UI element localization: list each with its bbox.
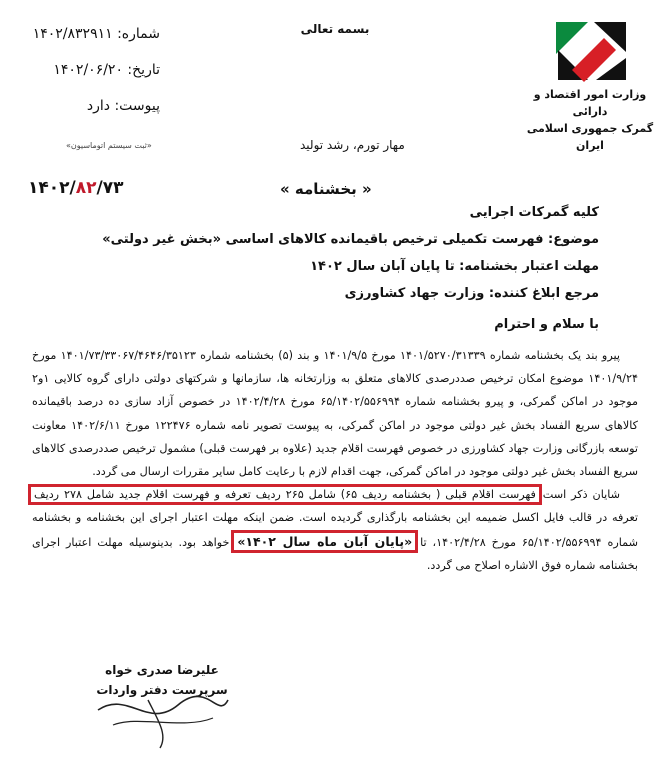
number-label: شماره: — [117, 26, 160, 42]
paragraph-1-text: پیرو بند یک بخشنامه شماره ۱۴۰۱/۵۲۷۰/۳۱۳۳۹ مورخ ۱۴۰۱/۹/۵ و بند (۵) بخشنامه شماره ۱۴۰۱/۷۳/۳۳۰۶۷/۴۶۴۶/۳۵۱۲۳ مورخ ۱۴۰۱/۹/۲۴ موضوع امکان ترخیص صددرصدی کالاهای متعلق به وزارتخانه ها، سازمانها و شرکتهای دولتی دارای گروه کالایی ۱و۲ موجود در اماکن گمرکی، و پیرو بخشنامه شماره ۶۵/۱۴۰۲/۵۵۶۹۹۴ مورخ ۱۴۰۲/۴/۲۸ در خصوص آزاد سازی ده درصد باقیمانده کالاهای سریع الفساد بخش غیر دولتی موجود در اماکن گمرکی، به پیوست تصویر نامه شماره ۱۲۲۴۷۶ مورخ ۱۴۰۲/۶/۱۱ معاونت توسعه بازرگانی وزارت جهاد کشاورزی در خصوص فهرست اقلام جدید (علاوه بر فهرست قبلی) مشمول ترخیص صددرصدی کالاهای سریع الفساد بخش غیر دولتی موجود در اماکن گمرکی، جهت اقدام لازم با رعایت کامل سایر مقررات ارسال می گردد. — [32, 349, 639, 479]
recipients: کلیه گمرکات اجرایی — [469, 205, 599, 220]
circular-number-part3: /۷۳ — [96, 178, 124, 198]
ministry-line2: گمرک جمهوری اسلامی ایران — [526, 122, 654, 152]
bismillah: بسمه تعالی — [300, 22, 370, 36]
paragraph-2-end: خواهد بود. بدینوسیله مهلت اعتبار اجرای بخشنامه شماره فوق الاشاره اصلاح می گردد. — [32, 535, 638, 572]
ministry-name — [520, 86, 660, 154]
signatory-position: سرپرست دفتر واردات — [96, 683, 228, 697]
attachment-value: دارد — [86, 98, 110, 114]
paragraph-1 — [32, 344, 638, 483]
circular-number-part2: ۸۲ — [75, 178, 97, 198]
slogan: مهار تورم، رشد تولید — [300, 138, 405, 152]
date-label: تاریخ: — [127, 62, 160, 78]
paragraph-2-middle: تعرفه در قالب فایل اکسل ضمیمه این بخشنامه بارگذاری گردیده است. ضمن اینکه مهلت اعتبار اجرای این بخشنامه و بخشنامه شماره ۶۵/۱۴۰۲/۵۵۶۹۹۴ مورخ ۱۴۰۲/۴/۲۸، تا — [32, 511, 638, 549]
highlight-item-count: فهرست اقلام قبلی ( بخشنامه ردیف ۶۵) شامل ۲۶۵ ردیف تعرفه و فهرست اقلام جدید شامل ۲۷۸ ردیف — [34, 488, 536, 502]
number-value: ۱۴۰۲/۸۳۲۹۱۱ — [32, 26, 113, 42]
ministry-line1: وزارت امور اقتصاد و دارائی — [533, 88, 647, 118]
handwritten-signature — [88, 680, 238, 750]
attachment-label: پیوست: — [114, 98, 160, 114]
signatory-name: علیرضا صدری خواه — [105, 663, 219, 677]
circular-number — [28, 178, 123, 198]
paragraph-2 — [32, 483, 638, 577]
date-value: ۱۴۰۲/۰۶/۲۰ — [53, 62, 123, 78]
letter-date — [40, 62, 160, 78]
body-text — [32, 344, 638, 577]
automation-note: «ثبت سیستم اتوماسیون» — [66, 141, 152, 150]
subject: موضوع: فهرست تکمیلی ترخیص باقیمانده کالاهای اساسی «بخش غیر دولتی» — [102, 232, 599, 247]
greeting: با سلام و احترام — [494, 317, 599, 332]
reference: مرجع ابلاغ کننده: وزارت جهاد کشاورزی — [344, 286, 599, 301]
circular-title: « بخشنامه » — [280, 180, 372, 198]
customs-logo — [548, 14, 634, 88]
circular-number-part1: ۱۴۰۲/ — [28, 178, 76, 198]
letter-number — [32, 26, 160, 42]
letter-attachment — [40, 98, 160, 114]
paragraph-2-intro: شایان ذکر است — [537, 488, 621, 502]
highlight-deadline: «پایان آبان ماه سال ۱۴۰۲» — [237, 533, 413, 549]
validity: مهلت اعتبار بخشنامه: تا پایان آبان سال ۱۴۰۲ — [310, 259, 599, 274]
